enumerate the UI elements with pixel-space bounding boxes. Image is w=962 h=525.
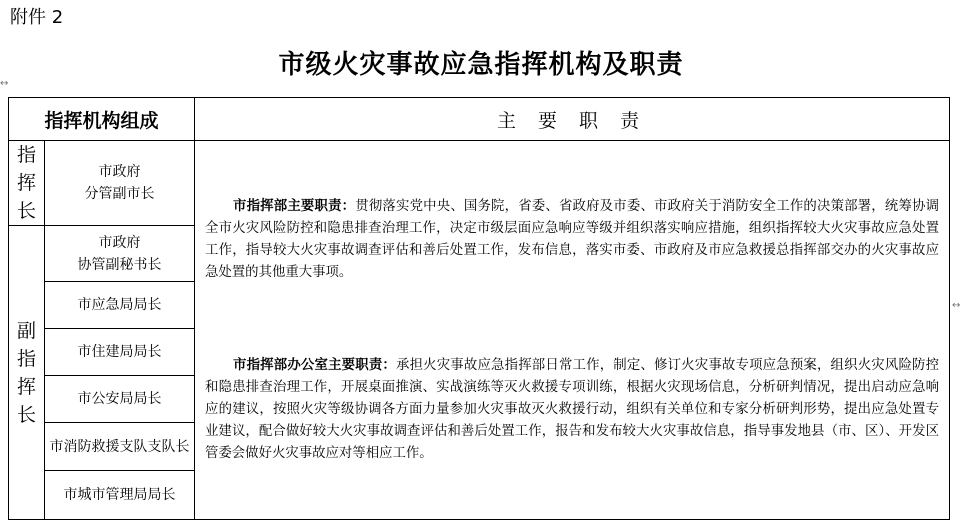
deputy-role: 副指挥长	[9, 226, 45, 520]
deputy-member: 市政府 协管副秘书长	[45, 226, 195, 282]
deputy-member: 市消防救援支队支队长	[45, 423, 195, 471]
commander-role: 指挥长	[9, 141, 45, 226]
deputy-member: 市应急局局长	[45, 282, 195, 329]
duty-paragraph-2: 市指挥部办公室主要职责：承担火灾事故应急指挥部日常工作，制定、修订火灾事故专项应急预案，组织火灾风险防控和隐患排查治理工作，开展桌面推演、实战演练等灭火救援专项训练，根据火灾现场信息，分析研判情况，提出启动应急响应的建议，按照火灾等级协调各方面力量参加火灾事故灭火救援行动，组织有关单位和专家分析研判形势，提出应急处置专业建议，配合做好较大火灾事故调查评估和善后处置工作，报告和发布较大火灾事故信息，指导事发地县（市、区）、开发区管委会做好火灾事故应对等相应工作。	[205, 357, 940, 461]
duties-cell	[195, 141, 950, 520]
deputy-member: 市城市管理局局长	[45, 471, 195, 520]
commander-member: 市政府 分管副市长	[45, 141, 195, 226]
margin-marker-icon: ↔	[952, 300, 961, 311]
header-org: 指挥机构组成	[9, 98, 195, 141]
margin-marker-icon: ↔	[0, 78, 9, 89]
attachment-label: 附件 2	[10, 7, 64, 28]
deputy-member: 市住建局局长	[45, 329, 195, 376]
page-title: 市级火灾事故应急指挥机构及职责	[278, 50, 684, 80]
duties-table	[8, 97, 950, 520]
duty-paragraph-1: 市指挥部主要职责：贯彻落实党中央、国务院，省委、省政府及市委、市政府关于消防安全工作的决策部署，统筹协调全市火灾风险防控和隐患排查治理工作，决定市级层面应急响应等级并组织落实响应措施，组织指挥较大火灾事故应急处置工作，指导较大火灾事故调查评估和善后处置工作，发布信息，落实市委、市政府及市应急救援总指挥部交办的火灾事故应急处置的其他重大事项。	[205, 198, 940, 280]
header-duties: 主 要 职 责	[195, 98, 950, 141]
deputy-member: 市公安局局长	[45, 376, 195, 423]
